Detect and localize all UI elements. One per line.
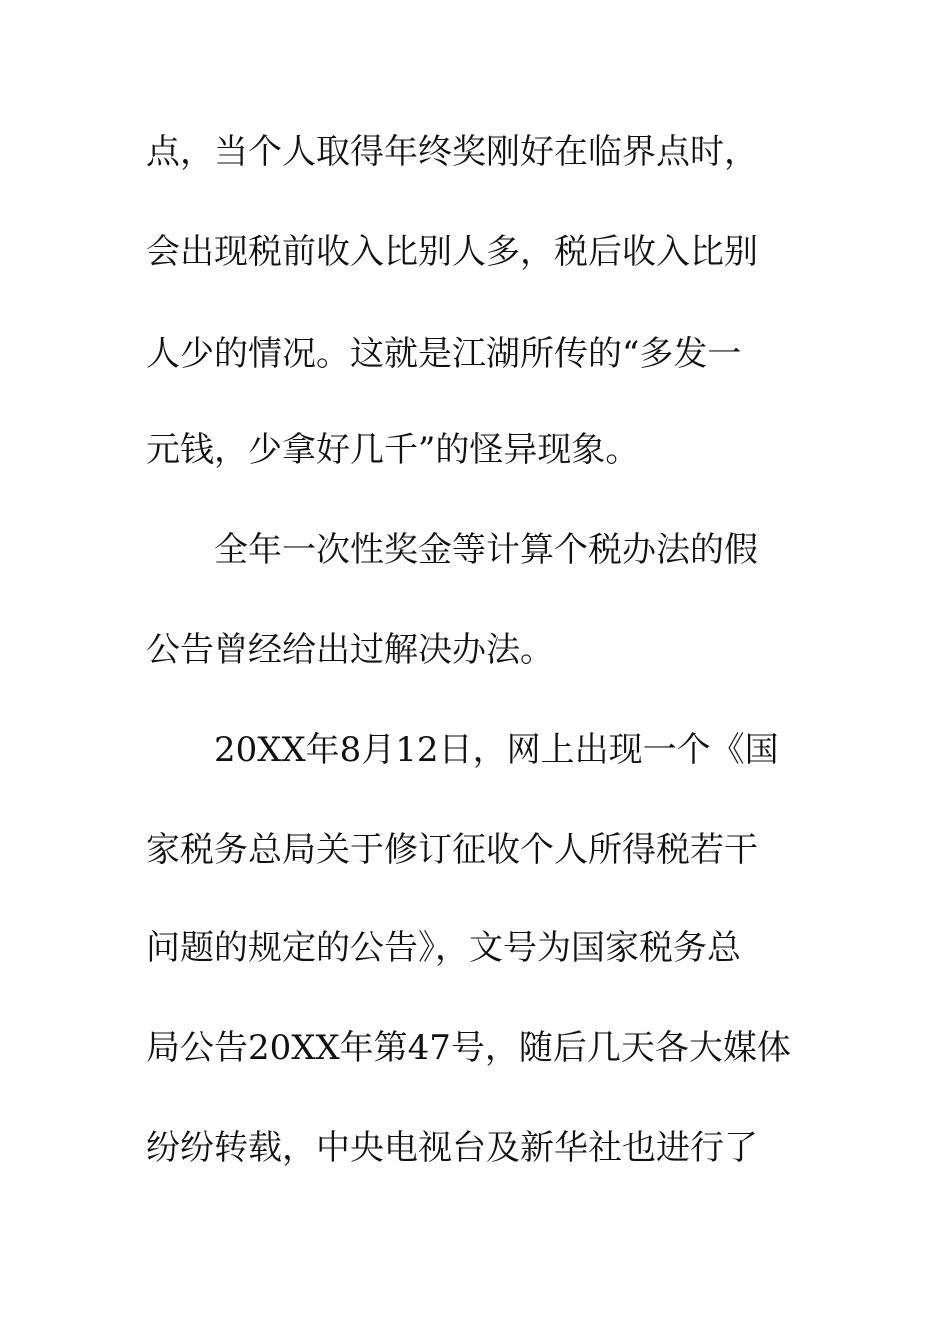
text-line-3: 人少的情况。这就是江湖所传的“多发一 [146, 334, 742, 374]
text-line-8: 家税务总局关于修订征收个人所得税若干 [146, 830, 758, 870]
text-line-10: 局公告20XX年第47号，随后几天各大媒体 [146, 1028, 791, 1068]
text-line-11: 纷纷转载，中央电视台及新华社也进行了 [146, 1128, 758, 1168]
paragraph-3-line-1: 20XX年8月12日，网上出现一个《国 [214, 730, 779, 770]
text-line-6: 公告曾经给出过解决办法。 [146, 630, 554, 670]
paragraph-2-line-1: 全年一次性奖金等计算个税办法的假 [214, 530, 758, 570]
text-line-2: 会出现税前收入比别人多，税后收入比别 [146, 232, 758, 272]
text-line-1: 点，当个人取得年终奖刚好在临界点时， [146, 132, 758, 172]
text-line-4: 元钱，少拿好几千”的怪异现象。 [146, 430, 640, 470]
text-line-9: 问题的规定的公告》，文号为国家税务总 [146, 928, 741, 968]
